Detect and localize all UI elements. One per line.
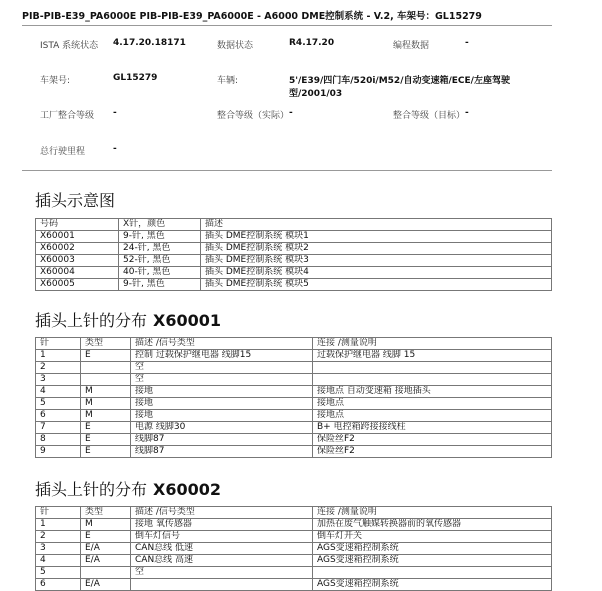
table-cell: 空 xyxy=(131,374,313,386)
table-row xyxy=(36,350,552,362)
table-row xyxy=(36,567,552,579)
table-cell xyxy=(313,374,552,386)
table-cell xyxy=(313,567,552,579)
table-cell: AGS变速箱控制系统 xyxy=(313,579,552,591)
table-row xyxy=(36,362,552,374)
actual-level-value: - xyxy=(289,108,293,118)
table-cell: 插头 DME控制系统 模块2 xyxy=(201,243,552,255)
table-cell: 5 xyxy=(36,398,81,410)
table-cell: 接地 氧传感器 xyxy=(131,519,313,531)
table-cell: 接地 xyxy=(131,410,313,422)
table-cell: 3 xyxy=(36,374,81,386)
target-level-value: - xyxy=(465,108,469,118)
table-cell: 保险丝F2 xyxy=(313,434,552,446)
header-divider xyxy=(22,25,552,26)
table-cell: 加热在废气触媒转换器前的氧传感器 xyxy=(313,519,552,531)
table-cell: X60005 xyxy=(36,279,119,291)
table-cell: 9-针, 黑色 xyxy=(119,231,201,243)
table-cell: M xyxy=(81,519,131,531)
table-cell: CAN总线 高速 xyxy=(131,555,313,567)
table-row xyxy=(36,531,552,543)
document-header-title: PIB-PIB-E39_PA6000E PIB-PIB-E39_PA6000E - A6000 DME控制系统 - V.2, 车架号：GL15279 xyxy=(22,11,482,22)
table-row xyxy=(36,555,552,567)
col-header-connection: 连接 /测量说明 xyxy=(313,507,552,519)
info-row-vehicle xyxy=(40,73,552,108)
col-header-connection: 连接 /测量说明 xyxy=(313,338,552,350)
info-row-mileage xyxy=(40,144,552,158)
table-row xyxy=(36,410,552,422)
table-cell: 1 xyxy=(36,519,81,531)
table-cell: E/A xyxy=(81,543,131,555)
table-row xyxy=(36,446,552,458)
info-divider xyxy=(22,170,552,171)
table-cell: 9-针, 黑色 xyxy=(119,279,201,291)
table-row xyxy=(36,519,552,531)
table-cell xyxy=(81,362,131,374)
table-cell: 接地点 xyxy=(313,410,552,422)
table-cell: 电源 线脚30 xyxy=(131,422,313,434)
mileage-value: - xyxy=(113,144,117,154)
table-cell: 4 xyxy=(36,555,81,567)
table-cell: 5 xyxy=(36,567,81,579)
table-cell xyxy=(313,362,552,374)
table-row xyxy=(36,243,552,255)
table-cell: 4 xyxy=(36,386,81,398)
table-cell: 2 xyxy=(36,362,81,374)
table-row xyxy=(36,434,552,446)
table-cell: 插头 DME控制系统 模块1 xyxy=(201,231,552,243)
table-cell: X60001 xyxy=(36,231,119,243)
table-cell: 倒车灯信号 xyxy=(131,531,313,543)
table-cell: 24-针, 黑色 xyxy=(119,243,201,255)
table-cell xyxy=(81,374,131,386)
connector-overview-title: 插头示意图 xyxy=(35,191,116,210)
table-cell: 2 xyxy=(36,531,81,543)
table-cell: 3 xyxy=(36,543,81,555)
pin-table-x60001 xyxy=(35,337,552,458)
info-row-levels xyxy=(40,108,552,138)
table-cell: E/A xyxy=(81,555,131,567)
table-cell: 6 xyxy=(36,410,81,422)
table-cell: E xyxy=(81,422,131,434)
col-header-type: 类型 xyxy=(81,507,131,519)
factory-level-label: 工厂整合等级 xyxy=(40,111,95,121)
vehicle-value: 5'/E39/四门车/520i/M52/自动变速箱/ECE/左座驾驶型/2001/03 xyxy=(289,76,510,99)
prog-data-value: - xyxy=(465,38,469,48)
col-header-pin: 针 xyxy=(36,338,81,350)
table-row xyxy=(36,267,552,279)
table-cell: 7 xyxy=(36,422,81,434)
table-cell: E xyxy=(81,531,131,543)
table-row xyxy=(36,279,552,291)
col-header-signal: 描述 /信号类型 xyxy=(131,338,313,350)
table-cell: E xyxy=(81,446,131,458)
table-cell: M xyxy=(81,398,131,410)
vin-value: GL15279 xyxy=(113,73,158,83)
col-header-number: 号码 xyxy=(36,219,119,231)
pin-section-title-x60002: 插头上针的分布 X60002 xyxy=(35,480,222,499)
table-cell xyxy=(81,567,131,579)
table-cell: E xyxy=(81,434,131,446)
table-cell: M xyxy=(81,386,131,398)
table-cell: 过载保护继电器 线脚 15 xyxy=(313,350,552,362)
mileage-label: 总行驶里程 xyxy=(40,147,86,157)
table-cell: X60002 xyxy=(36,243,119,255)
info-row-status xyxy=(40,38,552,65)
col-header-description: 描述 xyxy=(201,219,552,231)
table-cell: 倒车灯开关 xyxy=(313,531,552,543)
data-status-label: 数据状态 xyxy=(217,41,254,51)
table-cell: 6 xyxy=(36,579,81,591)
table-row xyxy=(36,422,552,434)
table-row xyxy=(36,255,552,267)
table-cell: 线脚87 xyxy=(131,446,313,458)
col-header-signal: 描述 /信号类型 xyxy=(131,507,313,519)
table-cell: 空 xyxy=(131,362,313,374)
factory-level-value: - xyxy=(113,108,117,118)
table-cell: 保险丝F2 xyxy=(313,446,552,458)
table-cell: AGS变速箱控制系统 xyxy=(313,555,552,567)
table-cell: 接地 xyxy=(131,386,313,398)
table-cell: 插头 DME控制系统 模块3 xyxy=(201,255,552,267)
col-header-pins-color: X针，颜色 xyxy=(119,219,201,231)
table-cell: 控制 过载保护继电器 线脚15 xyxy=(131,350,313,362)
table-cell: X60003 xyxy=(36,255,119,267)
connector-overview-table xyxy=(35,218,552,291)
table-cell: 9 xyxy=(36,446,81,458)
col-header-type: 类型 xyxy=(81,338,131,350)
table-cell: 接地点 自动变速箱 接地插头 xyxy=(313,386,552,398)
target-level-label: 整合等级（目标） xyxy=(393,111,466,121)
table-row xyxy=(36,579,552,591)
prog-data-label: 编程数据 xyxy=(393,41,430,51)
pin-section-title-x60001: 插头上针的分布 X60001 xyxy=(35,311,222,330)
table-row xyxy=(36,386,552,398)
pin-table-x60002 xyxy=(35,506,552,591)
table-cell: B+ 电控箱跨接接线柱 xyxy=(313,422,552,434)
col-header-pin: 针 xyxy=(36,507,81,519)
vehicle-label: 车辆: xyxy=(217,76,239,86)
table-cell: 40-针, 黑色 xyxy=(119,267,201,279)
table-cell: 52-针, 黑色 xyxy=(119,255,201,267)
table-cell: 1 xyxy=(36,350,81,362)
table-cell: E xyxy=(81,350,131,362)
table-cell: 插头 DME控制系统 模块5 xyxy=(201,279,552,291)
table-cell: 接地 xyxy=(131,398,313,410)
table-row xyxy=(36,398,552,410)
table-cell: 线脚87 xyxy=(131,434,313,446)
vehicle-info-block xyxy=(40,38,552,158)
table-row xyxy=(36,374,552,386)
table-cell: 插头 DME控制系统 模块4 xyxy=(201,267,552,279)
table-cell: M xyxy=(81,410,131,422)
actual-level-label: 整合等级（实际） xyxy=(217,111,290,121)
table-cell: 8 xyxy=(36,434,81,446)
table-cell: CAN总线 低速 xyxy=(131,543,313,555)
table-cell: AGS变速箱控制系统 xyxy=(313,543,552,555)
ista-value: 4.17.20.18171 xyxy=(113,38,186,48)
table-cell: 空 xyxy=(131,567,313,579)
table-row xyxy=(36,543,552,555)
ista-label: ISTA 系统状态 xyxy=(40,41,99,51)
vin-label: 车架号: xyxy=(40,76,71,86)
data-status-value: R4.17.20 xyxy=(289,38,335,48)
table-cell: E/A xyxy=(81,579,131,591)
table-row xyxy=(36,231,552,243)
table-cell xyxy=(131,579,313,591)
table-cell: 接地点 xyxy=(313,398,552,410)
table-cell: X60004 xyxy=(36,267,119,279)
